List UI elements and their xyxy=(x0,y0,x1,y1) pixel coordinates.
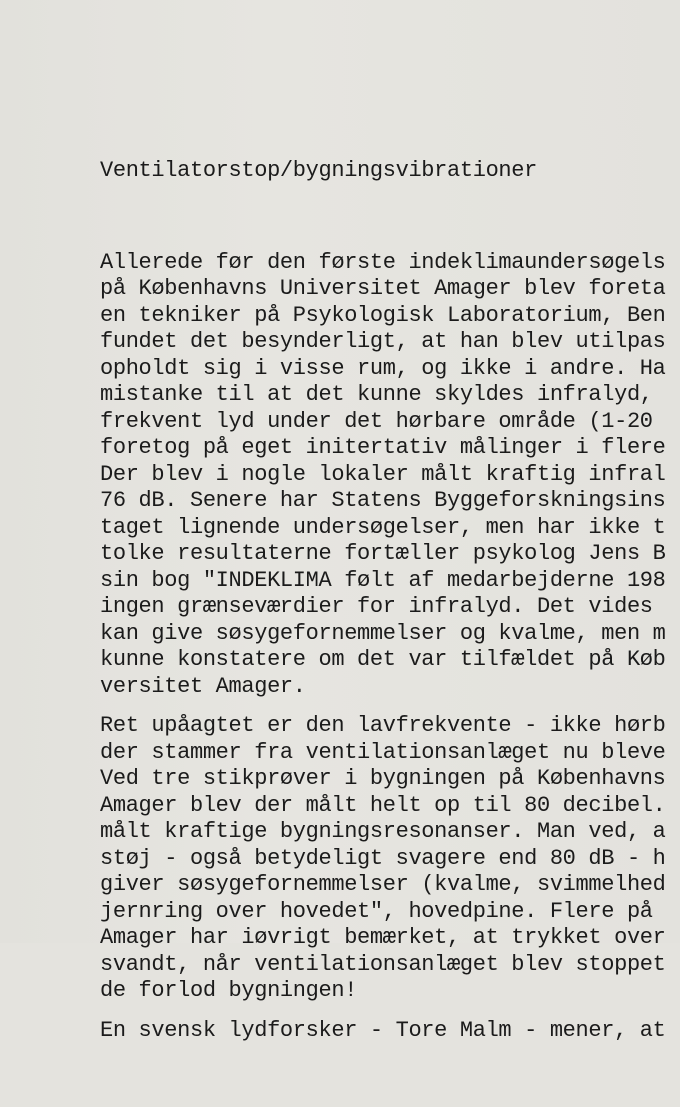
text-line: sin bog "INDEKLIMA følt af medarbejderne 198 xyxy=(100,567,666,593)
text-line: kan give søsygefornemmelser og kvalme, men m xyxy=(100,620,666,646)
text-line: frekvent lyd under det hørbare område (1-20 xyxy=(100,408,666,434)
paragraph xyxy=(100,250,666,701)
text-line: på Københavns Universitet Amager blev foreta xyxy=(100,276,666,301)
text-line: svandt, når ventilationsanlæget blev stoppet xyxy=(100,951,666,977)
text-line: der stammer fra ventilationsanlæget nu bleve xyxy=(100,739,666,765)
text-line: 76 dB. Senere har Statens Byggeforskningsins xyxy=(100,488,666,513)
text-line: taget lignende undersøgelser, men har ikke t xyxy=(100,514,666,540)
text-line: en tekniker på Psykologisk Laboratorium, Ben xyxy=(100,302,666,328)
text-line: Ved tre stikprøver i bygningen på Københavns xyxy=(100,766,666,791)
text-line: Ret upåagtet er den lavfrekvente - ikke hørb xyxy=(100,713,666,738)
text-line: kunne konstatere om det var tilfældet på Køb xyxy=(100,647,666,672)
text-line: giver søsygefornemmelser (kvalme, svimmelhed xyxy=(100,872,666,897)
text-line: ingen grænseværdier for infralyd. Det vides xyxy=(100,594,666,619)
text-line: versitet Amager. xyxy=(100,673,306,699)
text-line: Amager har iøvrigt bemærket, at trykket over xyxy=(100,925,666,950)
text-line: En svensk lydforsker - Tore Malm - mener, at xyxy=(100,1017,666,1043)
text-line: Der blev i nogle lokaler målt kraftig infral xyxy=(100,461,666,487)
text-line: mistanke til at det kunne skyldes infralyd, xyxy=(100,382,666,407)
document-body xyxy=(100,108,666,1107)
text-line: Amager blev der målt helt op til 80 decibel. xyxy=(100,792,666,818)
text-line: de forlod bygningen! xyxy=(100,978,358,1003)
text-line: opholdt sig i visse rum, og ikke i andre. Ha xyxy=(100,355,666,381)
text-line: målt kraftige bygningsresonanser. Man ved, a xyxy=(100,819,666,844)
text-line: foretog på eget initertativ målinger i flere xyxy=(100,435,666,460)
paragraph xyxy=(100,1018,666,1045)
text-line: støj - også betydeligt svagere end 80 dB - h xyxy=(100,845,666,871)
section-heading: Ventilatorstop/bygningsvibrationer xyxy=(100,158,537,183)
text-line: tolke resultaterne fortæller psykolog Jens B xyxy=(100,541,666,566)
text-line: jernring over hovedet", hovedpine. Flere på xyxy=(100,898,666,924)
text-line: fundet det besynderligt, at han blev utilpas xyxy=(100,329,666,354)
paragraph-container xyxy=(100,250,666,1045)
text-line: Allerede før den første indeklimaundersøgels xyxy=(100,249,666,275)
paragraph xyxy=(100,713,666,1005)
